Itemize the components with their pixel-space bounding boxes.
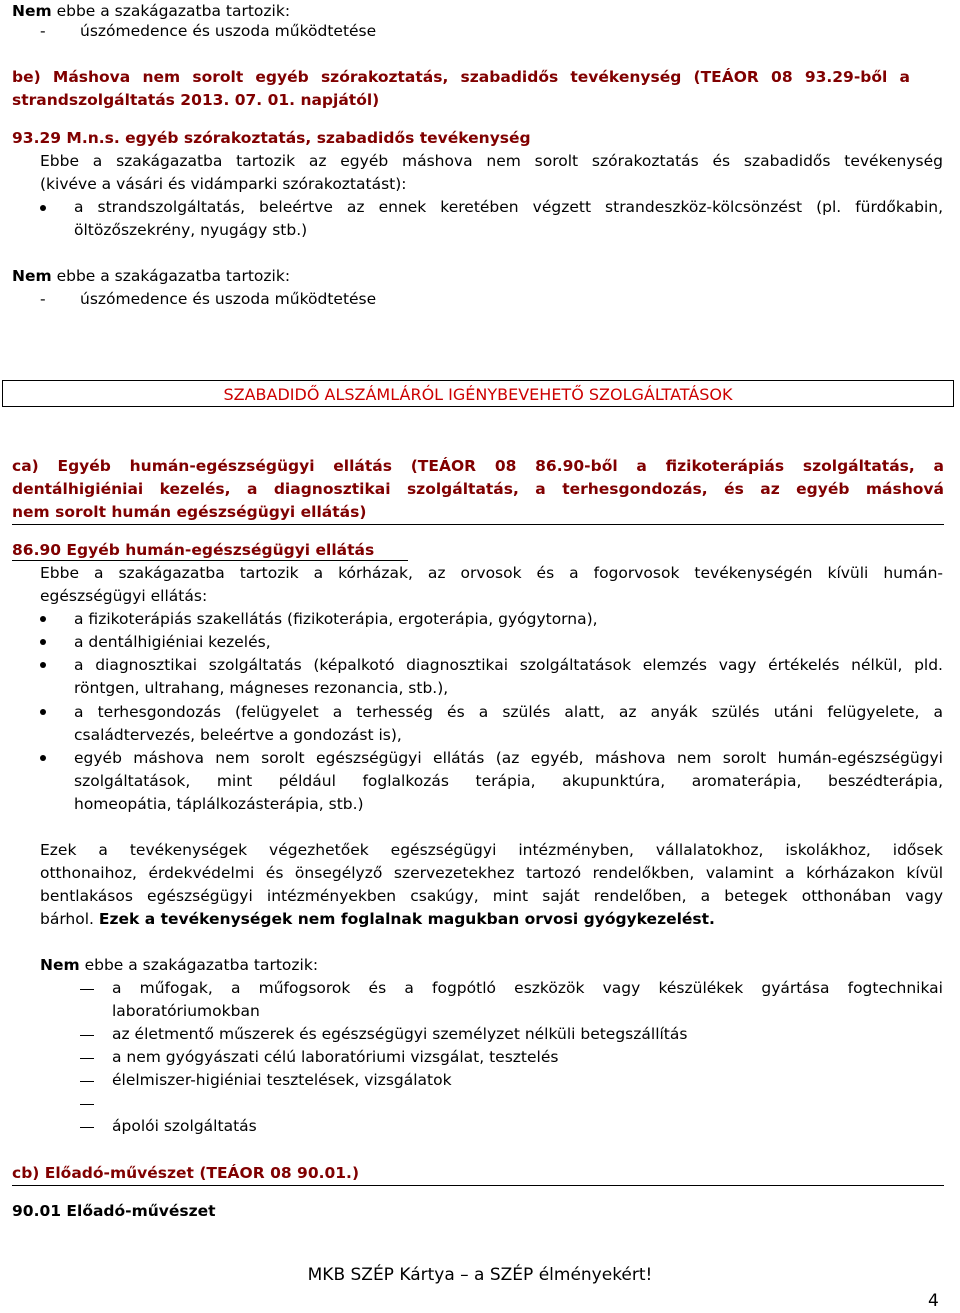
s9329-intro-line1: Ebbe a szakágazatba tartozik az egyéb máshova nem sorolt szórakoztatás és szabadidős tevékenység — [40, 152, 943, 170]
s9329-bullet1-line1: a strandszolgáltatás, beleértve az ennek keretében végzett strandeszköz-kölcsönzést (pl. fürdőkabin, — [74, 198, 943, 216]
cb-subheading: 90.01 Előadó-művészet — [12, 1202, 216, 1220]
bullet-icon — [40, 639, 46, 645]
exclusion-item6: ápolói szolgáltatás — [112, 1117, 257, 1135]
exclusion-item2: az életmentő műszerek és egészségügyi személyzet nélküli betegszállítás — [112, 1025, 688, 1043]
s8690-bullet5-line2: szolgáltatások, mint például foglalkozás terápia, akupunktúra, aromaterápia, beszédterápia, — [74, 772, 943, 790]
bullet-icon — [40, 755, 46, 761]
para-bold-text: Ezek a tevékenységek nem foglalnak magukban orvosi gyógykezelést. — [98, 910, 715, 928]
s8690-intro-line2: egészségügyi ellátás: — [40, 587, 208, 605]
be-heading-line2: strandszolgáltatás 2013. 07. 01. napjától) — [12, 91, 380, 109]
exclusion-item4: élelmiszer-higiéniai tesztelések, vizsgálatok — [112, 1071, 452, 1089]
dash-icon — [80, 1081, 94, 1082]
exclusion-item1-line1: a műfogak, a műfogsorok és a fogpótló eszközök vagy készülékek gyártása fogtechnikai — [112, 979, 943, 997]
s8690-intro-line1: Ebbe a szakágazatba tartozik a kórházak, az orvosok és a fogorvosok tevékenységén kívüli humán- — [40, 564, 943, 582]
dash-icon — [80, 1104, 94, 1105]
footer-slogan: MKB SZÉP Kártya – a SZÉP élményekért! — [307, 1265, 653, 1285]
s9329-intro-line2: (kivéve a vásári és vidámparki szórakoztatást): — [40, 175, 407, 193]
page-number: 4 — [928, 1291, 939, 1311]
s8690-bullet2: a dentálhigiéniai kezelés, — [74, 633, 271, 651]
dash-icon — [80, 1127, 94, 1128]
s9329-exclusion-label — [12, 265, 290, 288]
s9329-bullet1-line2: öltözőszekrény, nyugágy stb.) — [74, 221, 308, 239]
be-heading-line1: be) Máshova nem sorolt egyéb szórakoztatás, szabadidős tevékenység (TEÁOR 08 93.29-ből a — [12, 68, 910, 86]
cb-heading: cb) Előadó-művészet (TEÁOR 08 90.01.) — [12, 1164, 360, 1182]
s9329-exclusion-dash: - — [40, 290, 46, 308]
cb-underline — [12, 1185, 944, 1186]
ca-heading-line1: ca) Egyéb humán-egészségügyi ellátás (TEÁOR 08 86.90-ből a fizikoterápiás szolgáltatás, a — [12, 457, 944, 475]
s8690-para-line3: bentlakásos egészségügyi intézményekben csakúgy, mint saját rendelőben, a betegek otthonában vagy — [40, 887, 943, 905]
s8690-bullet4-line1: a terhesgondozás (felügyelet a terhesség és a szülés alatt, az anyák szülés utáni felügyelete, a — [74, 703, 943, 721]
para-text: bárhol. — [40, 910, 94, 928]
s8690-exclusion-label — [40, 954, 318, 977]
section-banner: SZABADIDŐ ALSZÁMLÁRÓL IGÉNYBEVEHETŐ SZOLGÁLTATÁSOK — [2, 380, 954, 407]
ca-heading-line3: nem sorolt humán egészségügyi ellátás) — [12, 503, 367, 521]
exclusion-item1-line2: laboratóriumokban — [112, 1002, 260, 1020]
dash-icon — [80, 1058, 94, 1059]
exclusion-item: úszómedence és uszoda működtetése — [80, 22, 377, 40]
s9329-heading: 93.29 M.n.s. egyéb szórakoztatás, szabadidős tevékenység — [12, 129, 531, 147]
bullet-icon — [40, 662, 46, 668]
s8690-para-line2: otthonaihoz, érdekvédelmi és önsegélyző szervezetekhez tartozó rendelőkben, valamint a kórházakon kívül — [40, 864, 943, 882]
ca-heading-line2: dentálhigiéniai kezelés, a diagnosztikai szolgáltatás, a terhesgondozás, és az egyéb máshová — [12, 480, 944, 498]
s9329-exclusion-item: úszómedence és uszoda működtetése — [80, 290, 377, 308]
s8690-bullet1: a fizikoterápiás szakellátás (fizikoterápia, ergoterápia, gyógytorna), — [74, 610, 598, 628]
exclusion-dash: - — [40, 22, 46, 40]
s8690-para-line4 — [40, 908, 715, 931]
dash-icon — [80, 989, 94, 990]
nem-word: Nem — [12, 2, 52, 20]
s8690-bullet3-line1: a diagnosztikai szolgáltatás (képalkotó diagnosztikai szolgáltatások elemzés vagy értékelés nélkül, pld. — [74, 656, 943, 674]
exclusion-item3: a nem gyógyászati célú laboratóriumi vizsgálat, tesztelés — [112, 1048, 559, 1066]
nem-rest: ebbe a szakágazatba tartozik: — [51, 2, 291, 20]
s8690-bullet5-line1: egyéb máshova nem sorolt egészségügyi ellátás (az egyéb, máshova nem sorolt humán-egészségügyi — [74, 749, 943, 767]
bullet-icon — [40, 616, 46, 622]
s8690-bullet4-line2: családtervezés, beleértve a gondozást is), — [74, 726, 402, 744]
s8690-para-line1: Ezek a tevékenységek végezhetőek egészségügyi intézményben, vállalatokhoz, iskolákhoz, idősek — [40, 841, 943, 859]
s8690-bullet3-line2: röntgen, ultrahang, mágneses rezonancia, stb.), — [74, 679, 449, 697]
s8690-heading-underline — [12, 560, 408, 561]
dash-icon — [80, 1035, 94, 1036]
s8690-bullet5-line3: homeopátia, táplálkozásterápia, stb.) — [74, 795, 364, 813]
ca-underline — [12, 524, 944, 525]
nem-word: Nem — [40, 956, 80, 974]
nem-word: Nem — [12, 267, 52, 285]
s8690-heading: 86.90 Egyéb humán-egészségügyi ellátás — [12, 541, 375, 559]
bullet-icon — [40, 205, 46, 211]
nem-rest: ebbe a szakágazatba tartozik: — [51, 267, 291, 285]
bullet-icon — [40, 709, 46, 715]
nem-rest: ebbe a szakágazatba tartozik: — [79, 956, 319, 974]
